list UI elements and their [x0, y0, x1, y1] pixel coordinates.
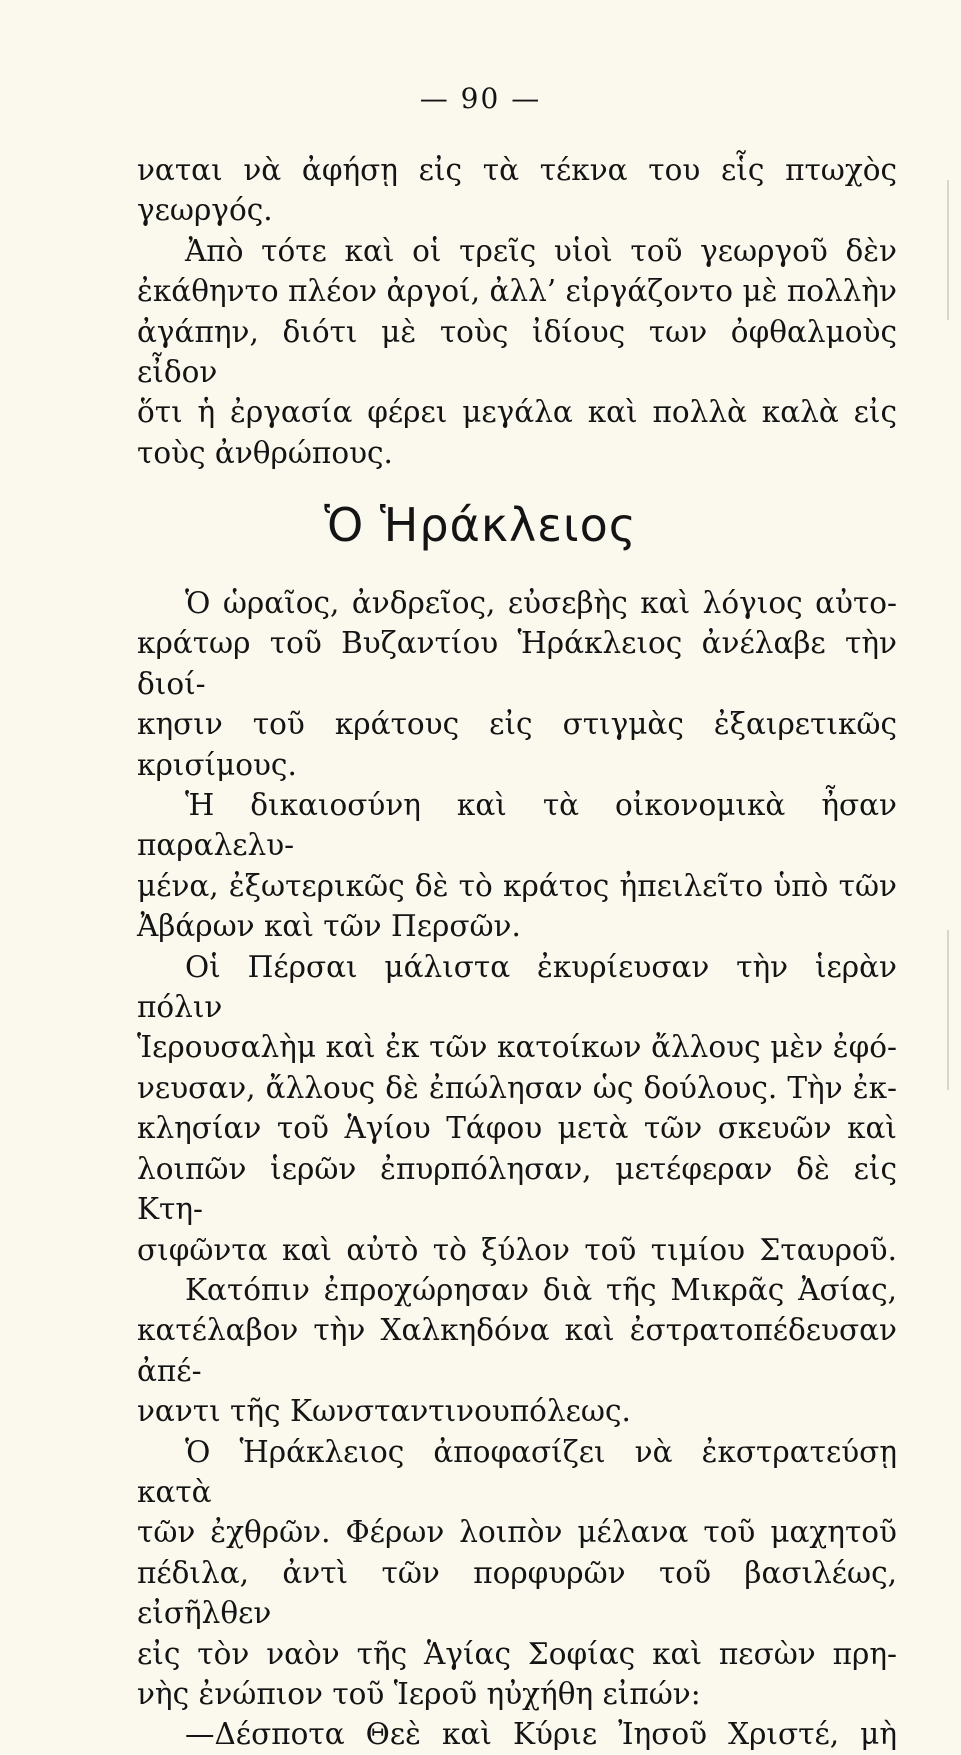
text-line: Ὁ ὡραῖος, ἀνδρεῖος, εὐσεβὴς καὶ λόγιος αὐτο-: [185, 586, 897, 620]
text-line: τοὺς ἀνθρώπους.: [137, 435, 393, 470]
chapter-title: Ὁ Ἡράκλειος: [324, 498, 637, 552]
text-line: Οἱ Πέρσαι μάλιστα ἐκυρίευσαν τὴν ἱερὰν πόλιν: [137, 949, 897, 1025]
text-line: κράτωρ τοῦ Βυζαντίου Ἡράκλειος ἀνέλαβε τὴν διοί-: [137, 626, 897, 701]
text-line: ἀγάπην, διότι μὲ τοὺς ἰδίους των ὀφθαλμοὺς εἶδον: [137, 314, 897, 390]
text-line: Ὁ Ἡράκλειος ἀποφασίζει νὰ ἐκστρατεύσῃ κατὰ: [137, 1434, 897, 1509]
text-line: κλησίαν τοῦ Ἁγίου Τάφου μετὰ τῶν σκευῶν καὶ: [137, 1111, 897, 1146]
text-line: μένα, ἐξωτερικῶς δὲ τὸ κράτος ἠπειλεῖτο ὑπὸ τῶν: [137, 868, 897, 903]
text-line: Ἀπὸ τότε καὶ οἱ τρεῖς υἱοὶ τοῦ γεωργοῦ δὲν: [185, 233, 897, 268]
text-line: σιφῶντα καὶ αὐτὸ τὸ ξύλον τοῦ τιμίου Σταυροῦ.: [137, 1232, 897, 1267]
text-line: ναται νὰ ἀφήσῃ εἰς τὰ τέκνα του εἷς πτωχὸς γεωργός.: [137, 153, 897, 228]
text-line: τῶν ἐχθρῶν. Φέρων λοιπὸν μέλανα τοῦ μαχητοῦ: [137, 1515, 897, 1550]
scan-edge-line: [947, 180, 949, 320]
text-line: Ἀβάρων καὶ τῶν Περσῶν.: [137, 909, 521, 944]
scan-edge-line: [947, 930, 949, 1090]
text-line: εἰς τὸν ναὸν τῆς Ἁγίας Σοφίας καὶ πεσὼν πρη-: [137, 1636, 897, 1671]
page-number: — 90 —: [419, 82, 542, 115]
text-line: λοιπῶν ἱερῶν ἐπυρπόλησαν, μετέφεραν δὲ εἰς Κτη-: [137, 1151, 897, 1227]
text-line: νὴς ἐνώπιον τοῦ Ἱεροῦ ηὐχήθη εἰπών:: [137, 1676, 701, 1711]
text-line: πέδιλα, ἀντὶ τῶν πορφυρῶν τοῦ βασιλέως, εἰσῆλθεν: [137, 1555, 897, 1631]
text-line: κατέλαβον τὴν Χαλκηδόνα καὶ ἐστρατοπέδευσαν ἀπέ-: [137, 1313, 897, 1388]
text-line: νευσαν, ἄλλους δὲ ἐπώλησαν ὡς δούλους. Τὴν ἐκ-: [137, 1070, 897, 1105]
text-line: ναντι τῆς Κωνσταντινουπόλεως.: [137, 1394, 631, 1429]
text-line: Ἱερουσαλὴμ καὶ ἐκ τῶν κατοίκων ἄλλους μὲν ἐφό-: [137, 1030, 897, 1065]
text-line: ὅτι ἡ ἐργασία φέρει μεγάλα καὶ πολλὰ καλὰ εἰς: [137, 395, 897, 430]
preceding-paragraph: [137, 150, 897, 473]
text-line: κησιν τοῦ κράτους εἰς στιγμὰς ἐξαιρετικῶς κρισίμους.: [137, 707, 897, 782]
text-line: Κατόπιν ἐπροχώρησαν διὰ τῆς Μικρᾶς Ἀσίας,: [185, 1272, 897, 1307]
chapter-body: [137, 583, 897, 1755]
text-line: —Δέσποτα Θεὲ καὶ Κύριε Ἰησοῦ Χριστέ, μὴ: [185, 1717, 897, 1752]
text-line: Ἡ δικαιοσύνη καὶ τὰ οἰκονομικὰ ἦσαν παραλελυ-: [137, 788, 897, 863]
text-line: ἐκάθηντο πλέον ἀργοί, ἀλλ’ εἰργάζοντο μὲ πολλὴν: [137, 274, 897, 309]
